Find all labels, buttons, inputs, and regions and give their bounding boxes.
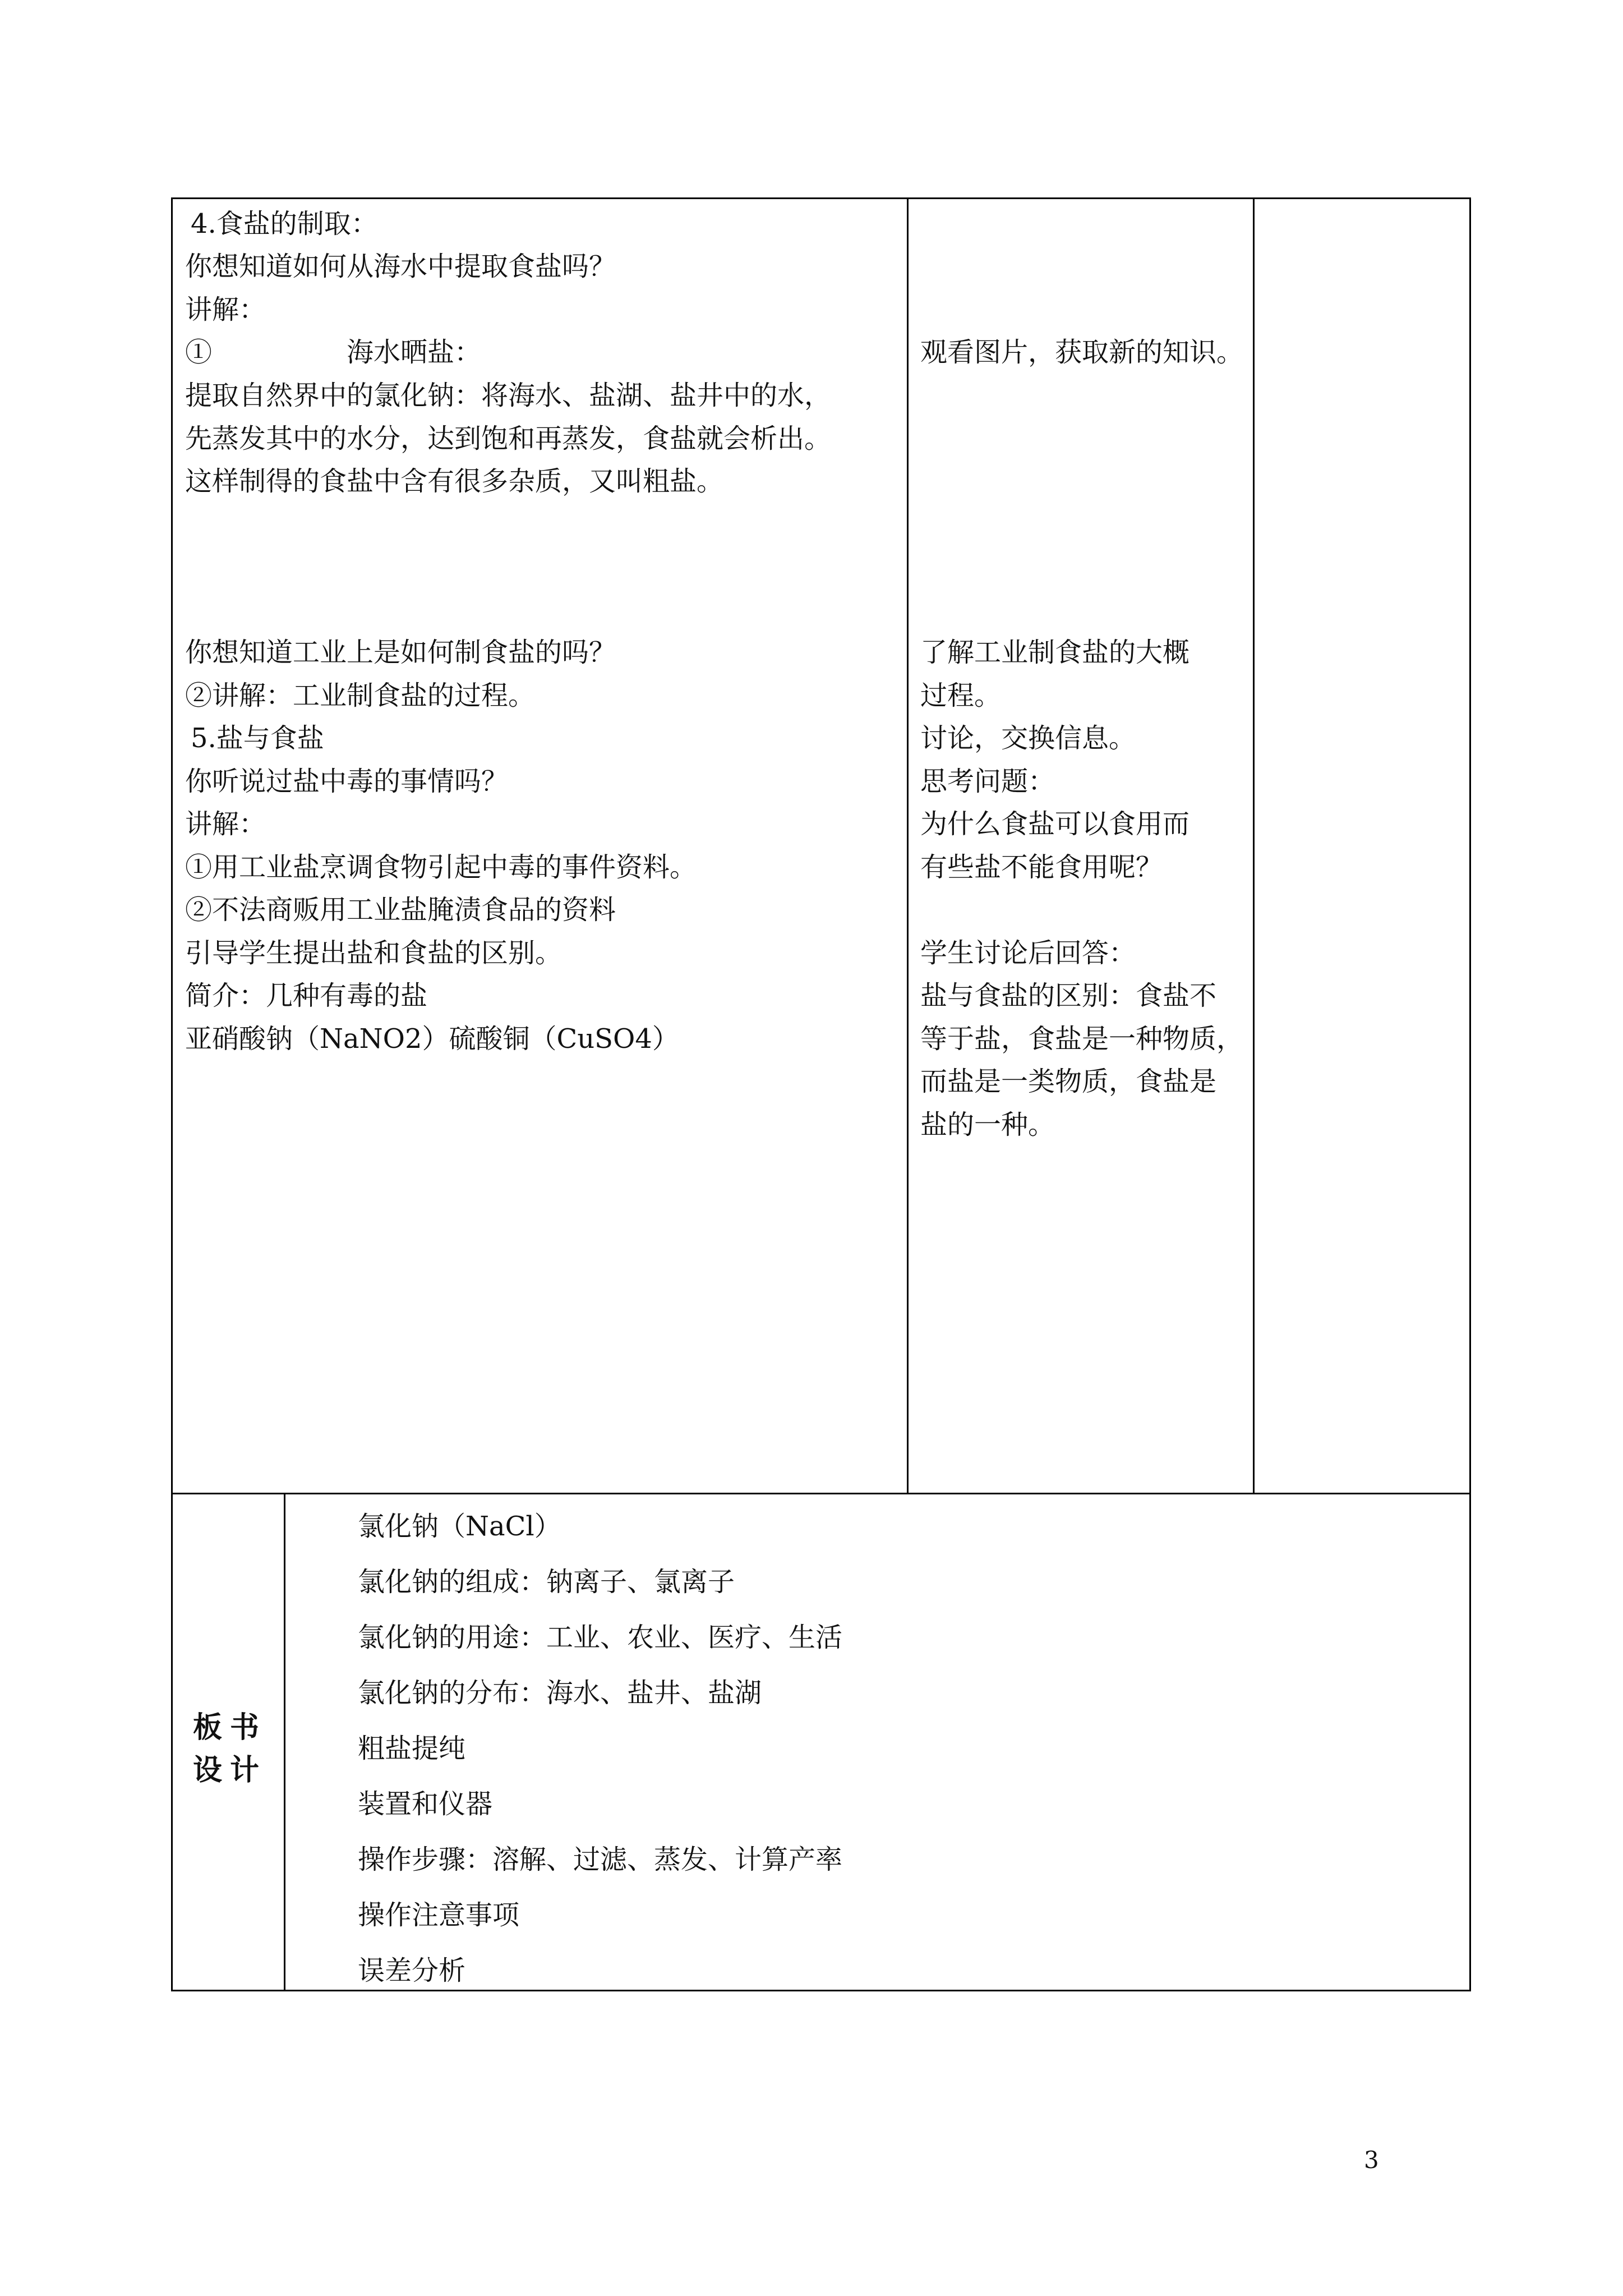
student-line: 盐与食盐的区别：食盐不 (920, 980, 1217, 1011)
student-line: 学生讨论后回答： (920, 937, 1136, 969)
board-item: 氯化钠的用途：工业、农业、医疗、生活 (358, 1622, 843, 1653)
teacher-line: 你想知道如何从海水中提取食盐吗？ (185, 251, 616, 282)
row-divider (171, 1493, 1471, 1494)
board-item: 粗盐提纯 (358, 1733, 466, 1764)
board-design-label: 设计 (193, 1753, 268, 1787)
board-item: 氯化钠的组成：钠离子、氯离子 (358, 1566, 735, 1598)
student-line: 等于盐，食盐是一种物质， (920, 1023, 1244, 1055)
student-line: 过程。 (920, 680, 1002, 711)
teacher-line: 讲解： (185, 294, 266, 325)
table-border-top (171, 197, 1471, 199)
board-item: 氯化钠的分布：海水、盐井、盐湖 (358, 1677, 762, 1709)
student-line: 讨论，交换信息。 (920, 723, 1136, 754)
page-number: 3 (1364, 2146, 1379, 2174)
board-item: 误差分析 (358, 1955, 466, 1986)
board-item: 操作步骤：溶解、过滤、蒸发、计算产率 (358, 1844, 843, 1875)
board-label-divider (284, 1493, 285, 1991)
student-line: 有些盐不能食用呢？ (920, 852, 1163, 883)
teacher-line: 亚硝酸钠（NaNO2）硫酸铜（CuSO4） (185, 1023, 679, 1055)
teacher-line: ②不法商贩用工业盐腌渍食品的资料 (185, 894, 616, 926)
column-divider-2 (1253, 197, 1255, 1494)
teacher-line: ②讲解：工业制食盐的过程。 (185, 680, 536, 711)
teacher-line: 引导学生提出盐和食盐的区别。 (185, 937, 562, 969)
teacher-line: 你想知道工业上是如何制食盐的吗？ (185, 637, 616, 668)
teacher-line: 先蒸发其中的水分，达到饱和再蒸发，食盐就会析出。 (185, 423, 832, 454)
student-line: 盐的一种。 (920, 1109, 1055, 1140)
teacher-line: 你听说过盐中毒的事情吗？ (185, 766, 509, 797)
student-line: 了解工业制食盐的大概 (920, 637, 1190, 668)
teacher-line: 简介：几种有毒的盐 (185, 980, 428, 1011)
board-item: 氯化钠（NaCl） (358, 1511, 561, 1542)
teacher-line: 这样制得的食盐中含有很多杂质，又叫粗盐。 (185, 466, 724, 497)
board-item: 操作注意事项 (358, 1899, 520, 1931)
student-line: 观看图片，获取新的知识。 (920, 337, 1244, 368)
table-border-left (171, 197, 173, 1991)
teacher-line: 4.食盐的制取： (191, 208, 378, 240)
column-divider-1 (907, 197, 909, 1494)
teacher-line: ①用工业盐烹调食物引起中毒的事件资料。 (185, 852, 697, 883)
table-border-bottom (171, 1990, 1471, 1991)
teacher-line: ① 海水晒盐： (185, 337, 482, 368)
teacher-line: 提取自然界中的氯化钠：将海水、盐湖、盐井中的水， (185, 380, 832, 411)
student-line: 而盐是一类物质，食盐是 (920, 1066, 1217, 1097)
teacher-line: 讲解： (185, 808, 266, 840)
student-line: 为什么食盐可以食用而 (920, 808, 1190, 840)
board-design-label: 板书 (193, 1710, 268, 1745)
teacher-line: 5.盐与食盐 (191, 723, 324, 754)
table-border-right (1469, 197, 1471, 1991)
student-line: 思考问题： (920, 766, 1055, 797)
board-item: 装置和仪器 (358, 1788, 493, 1820)
